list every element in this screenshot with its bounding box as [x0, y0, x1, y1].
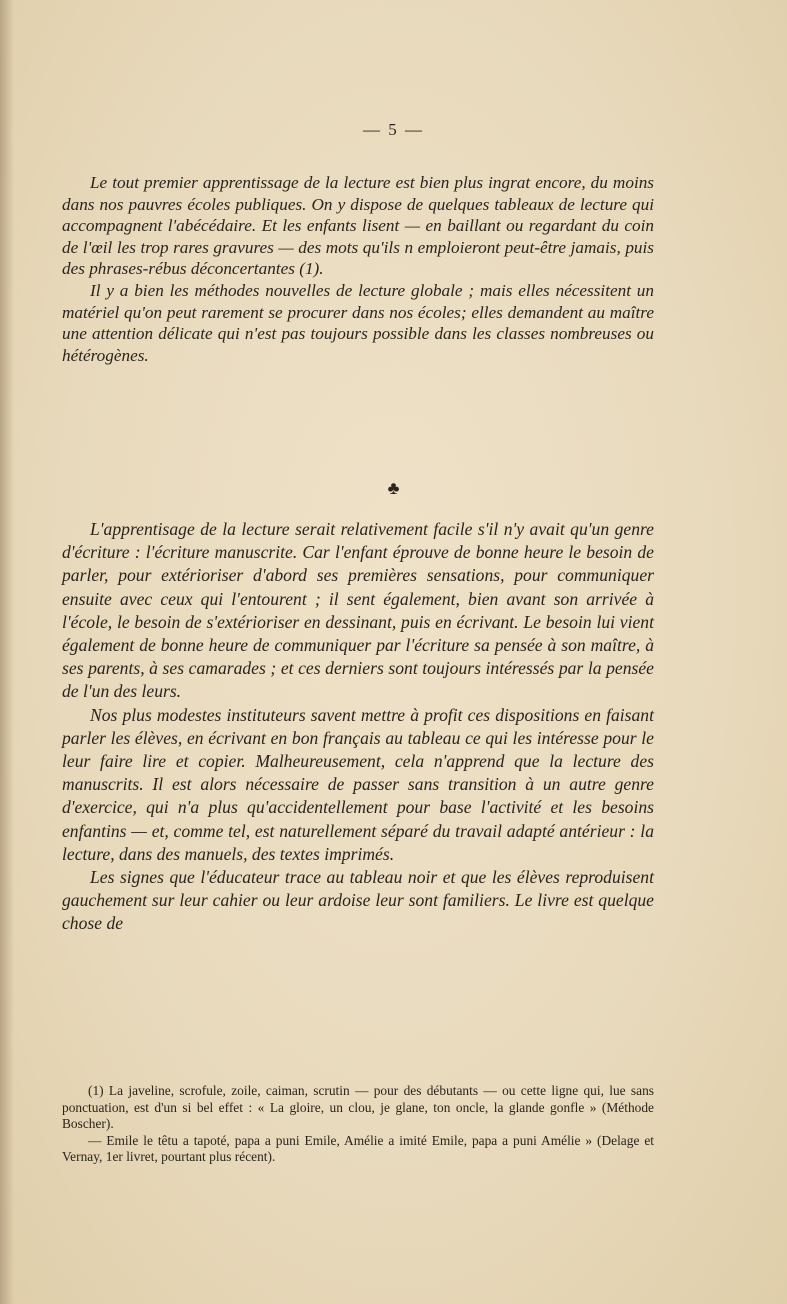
footnote-2: — Emile le têtu a tapoté, papa a puni Emile, Amélie a imité Emile, papa a puni Amélie » (Delage et Vernay, 1er livret, pourtant plus récent). — [62, 1132, 654, 1165]
paragraph-ecriture-manuscrite: L'apprentisage de la lecture serait relativement facile s'il n'y avait qu'un genre d'écriture : l'écriture manuscrite. Car l'enfant éprouve de bonne heure le besoin de parler, pour extérioriser d'abord ses premières sensations, pour communiquer ensuite avec ceux qui l'entourent ; il sent également, bien avant son arrivée à l'école, le besoin de s'extérioriser en dessinant, puis en écrivant. Le besoin lui vient également de bonne heure de communiquer par l'écriture sa pensée à son maître, à ses parents, à ses camarades ; et ces derniers sont toujours intéressés par la pensée de l'un des leurs. — [62, 519, 654, 702]
footnote-1: (1) La javeline, scrofule, zoile, caiman, scrutin — pour des débutants — ou cette ligne qui, lue sans ponctuation, est d'un si bel effet : « La gloire, un clou, je glane, ton oncle, la glande gonfle » (Méthode Boscher). — [62, 1083, 654, 1132]
footnotes — [62, 1083, 654, 1166]
paragraph-instituteurs: Nos plus modestes instituteurs savent mettre à profit ces dispositions en faisant parler les élèves, en écrivant en bon français au tableau ce qui les intéresse pour le leur faire lire et copier. Malheureusement, cela n'apprend que la lecture des manuscrits. Il est alors nécessaire de passer sans transition à un autre genre d'exercice, qui n'a plus qu'accidentellement pour base l'activité et les besoins enfantins — et, comme tel, est naturellement séparé du travail adapté antérieur : la lecture, dans des manuels, des textes imprimés. — [62, 704, 654, 864]
section-ornament: ♣ — [387, 478, 400, 498]
page-number: — 5 — — [363, 120, 424, 139]
paragraph-signes: Les signes que l'éducateur trace au tableau noir et que les élèves reproduisent gauchement sur leur cahier ou leur ardoise leur sont familiers. Le livre est quelque chose de — [62, 867, 654, 934]
paragraph-methodes-globales: Il y a bien les méthodes nouvelles de lecture globale ; mais elles nécessitent un matériel qu'on peut rarement se procurer dans nos écoles; elles demandent au maître une attention délicate qui n'est pas toujours possible dans les classes nombreuses ou hétérogènes. — [62, 280, 654, 365]
paragraph-apprentissage: Le tout premier apprentissage de la lecture est bien plus ingrat encore, du moins dans nos pauvres écoles publiques. On y dispose de quelques tableaux de lecture qui accompagnent l'abécédaire. Et les enfants lisent — en baillant ou regardant du coin de l'œil les trop rares gravures — des mots qu'ils n emploieront peut-être jamais, puis des phrases-rébus déconcertantes (1). — [62, 173, 654, 279]
section-intro — [62, 172, 654, 366]
page-edge-shadow — [0, 0, 14, 1304]
section-ecriture — [62, 518, 654, 936]
